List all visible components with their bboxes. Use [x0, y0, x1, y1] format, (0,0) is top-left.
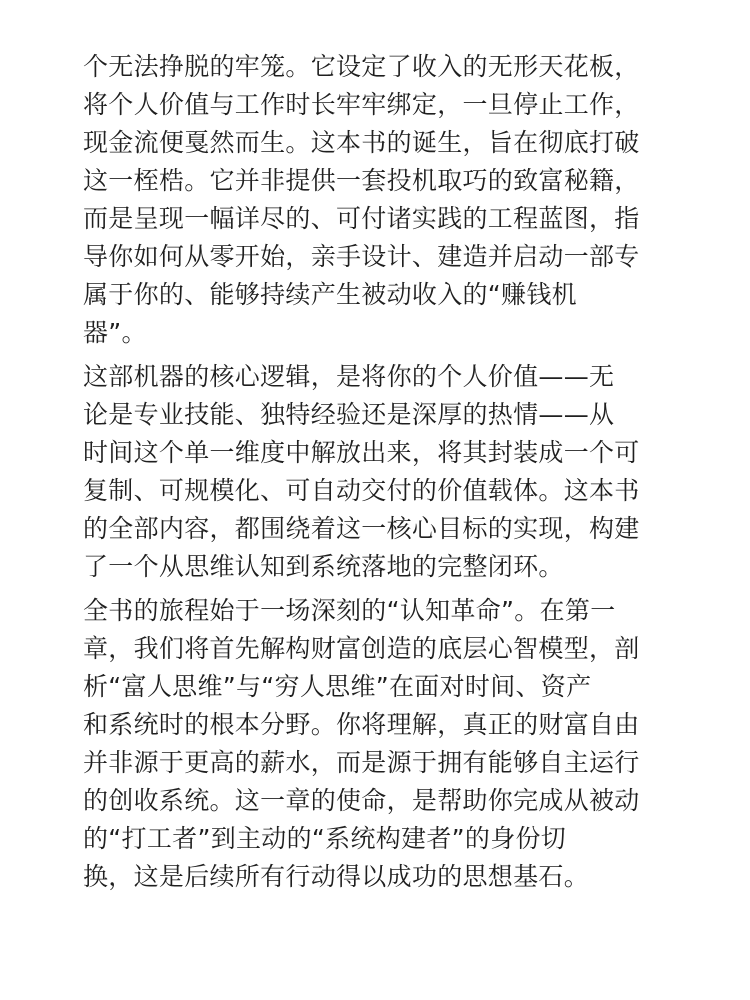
text-line: 而是呈现一幅详尽的、可付诸实践的工程蓝图，指	[83, 204, 640, 233]
text-line: 个无法挣脱的牢笼。它设定了收入的无形天花板，	[83, 52, 640, 81]
text-line: 这部机器的核心逻辑，是将你的个人价值——无	[83, 362, 615, 391]
paragraph-3	[0, 592, 750, 896]
text-line: 属于你的、能够持续产生被动收入的“赚钱机	[83, 280, 577, 309]
paragraph-2	[0, 358, 750, 586]
text-line: 全书的旅程始于一场深刻的“认知革命”。在第一	[83, 596, 616, 625]
text-line: 并非源于更高的薪水，而是源于拥有能够自主运行	[83, 748, 640, 777]
body-text	[0, 48, 750, 902]
text-line: 章，我们将首先解构财富创造的底层心智模型，剖	[83, 634, 640, 663]
text-line: 器”。	[83, 318, 147, 347]
text-line: 导你如何从零开始，亲手设计、建造并启动一部专	[83, 242, 640, 271]
text-line: 这一桎梏。它并非提供一套投机取巧的致富秘籍，	[83, 166, 640, 195]
text-line: 和系统时的根本分野。你将理解，真正的财富自由	[83, 710, 640, 739]
text-line: 现金流便戛然而生。这本书的诞生，旨在彻底打破	[83, 128, 640, 157]
text-line: 论是专业技能、独特经验还是深厚的热情——从	[83, 400, 615, 429]
text-line: 析“富人思维”与“穷人思维”在面对时间、资产	[83, 672, 592, 701]
text-line: 换，这是后续所有行动得以成功的思想基石。	[83, 862, 590, 891]
text-line: 了一个从思维认知到系统落地的完整闭环。	[83, 552, 564, 581]
paragraph-1	[0, 48, 750, 352]
text-line: 复制、可规模化、可自动交付的价值载体。这本书	[83, 476, 640, 505]
text-line: 的创收系统。这一章的使命，是帮助你完成从被动	[83, 786, 640, 815]
text-line: 时间这个单一维度中解放出来，将其封装成一个可	[83, 438, 640, 467]
text-line: 将个人价值与工作时长牢牢绑定，一旦停止工作，	[83, 90, 640, 119]
text-line: 的全部内容，都围绕着这一核心目标的实现，构建	[83, 514, 640, 543]
text-line: 的“打工者”到主动的“系统构建者”的身份切	[83, 824, 567, 853]
